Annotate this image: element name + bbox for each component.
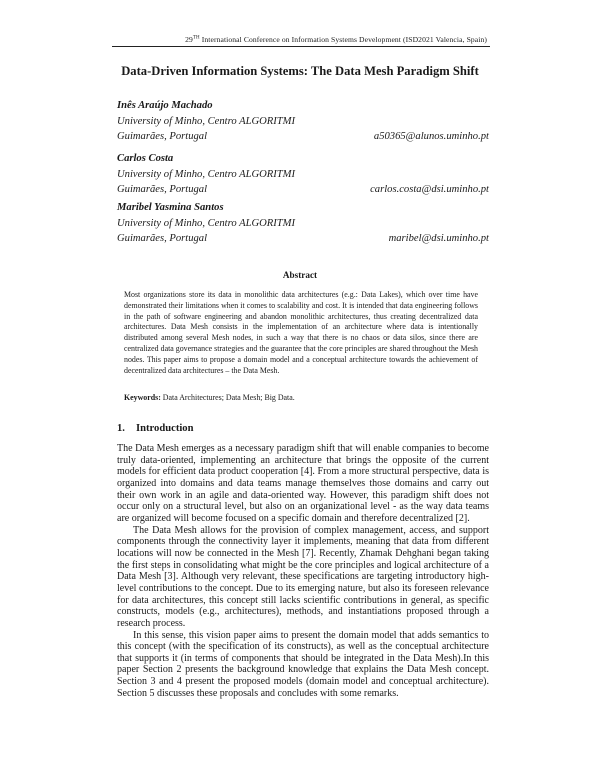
author-email: a50365@alunos.uminho.pt [373,131,489,142]
section-number: 1. [117,423,125,434]
header-rule [112,46,490,47]
author-location: Guimarães, Portugal [117,184,208,195]
author-affiliation: University of Minho, Centro ALGORITMI [117,217,296,229]
paper-title: Data-Driven Information Systems: The Data Mesh Paradigm Shift [121,64,479,78]
author-affiliation: University of Minho, Centro ALGORITMI [117,168,296,180]
section-title: Introduction [136,423,194,434]
author-name: Carlos Costa [117,153,174,164]
author-name: Inês Araújo Machado [117,100,213,111]
body-paragraph: The Data Mesh emerges as a necessary paradigm shift that will enable companies to become truly data-oriented, implementing an architecture that brings the opposite of the current models for efficient data product cooperation [4]. From a more structural perspective, data is organized into domains and data teams manage themselves those domains and carry out their own work in an agile and data-oriented way. However, this paradigm shift does not occur only on a structural level, but also on an organizational level - as the way data teams are organized will become focused on a specific domain and therefore decentralized [2]. [117,443,489,524]
keywords-label: Keywords: [124,393,161,402]
header-ordinal: 29 [185,35,193,44]
section-heading [117,423,194,434]
author-location: Guimarães, Portugal [117,233,208,244]
keywords-line [124,393,478,404]
body-paragraph: The Data Mesh allows for the provision of complex management, access, and support components through the connectivity layer it implements, meaning that data from different locations will now be connected in the Mesh [7]. Recently, Zhamak Dehghani began taking the first steps in consolidating what might be the core principles and logical architecture of a Data Mesh [3]. Although very relevant, these specifications are targeting introductory high-level contributions to the concept. Due to its emerging nature, but also its foreseen relevance for data architectures, this concept still lacks scientific contributions in general, as specific constructs, models (e.g., architectures), methods, and instantiations proposed through a research process. [117,524,489,629]
section-body [117,443,489,699]
abstract-text: Most organizations store its data in monolithic data architectures (e.g.: Data Lakes), which over time have demonstrated their limitations when it comes to scalability and cost. It is intended that data engineering follows in the path of software engineering and abandon monolithic architectures, thus creating decentralized data architectures. Data Mesh consists in the implementation of an architecture where data is intentionally distributed among several Mesh nodes, in such a way that there is no chaos or data silos, since there are centralized data governance strategies and the guarantee that the core principles are shared throughout the Mesh nodes. This paper aims to propose a domain model and a conceptual architecture towards the achievement of decentralized data architectures – the Data Mesh. [124,290,478,375]
keywords-value: Data Architectures; Data Mesh; Big Data. [160,393,295,402]
body-paragraph: In this sense, this vision paper aims to present the domain model that adds semantics to this concept (with the specification of its constructs), as well as the conceptual architecture that supports it (in terms of components that should be integrated in the Data Mesh).In this paper Section 2 presents the background knowledge that explains the Data Mesh concept. Section 3 and 4 present the proposed models (domain model and conceptual architecture). Section 5 discusses these proposals and concludes with some remarks. [117,629,489,699]
running-header [112,35,487,44]
author-email: carlos.costa@dsi.uminho.pt [370,184,489,195]
author-block-3 [117,200,489,247]
header-ordinal-suffix: TH [192,35,200,41]
author-affiliation: University of Minho, Centro ALGORITMI [117,115,296,127]
abstract-heading: Abstract [282,270,318,280]
header-conference: International Conference on Information Systems Development (ISD2021 Valencia, Spain) [199,35,487,44]
author-location: Guimarães, Portugal [117,131,208,142]
author-block-2 [117,151,489,198]
author-email: maribel@dsi.uminho.pt [388,233,489,244]
author-block-1 [117,98,489,145]
author-name: Maribel Yasmina Santos [117,202,224,213]
